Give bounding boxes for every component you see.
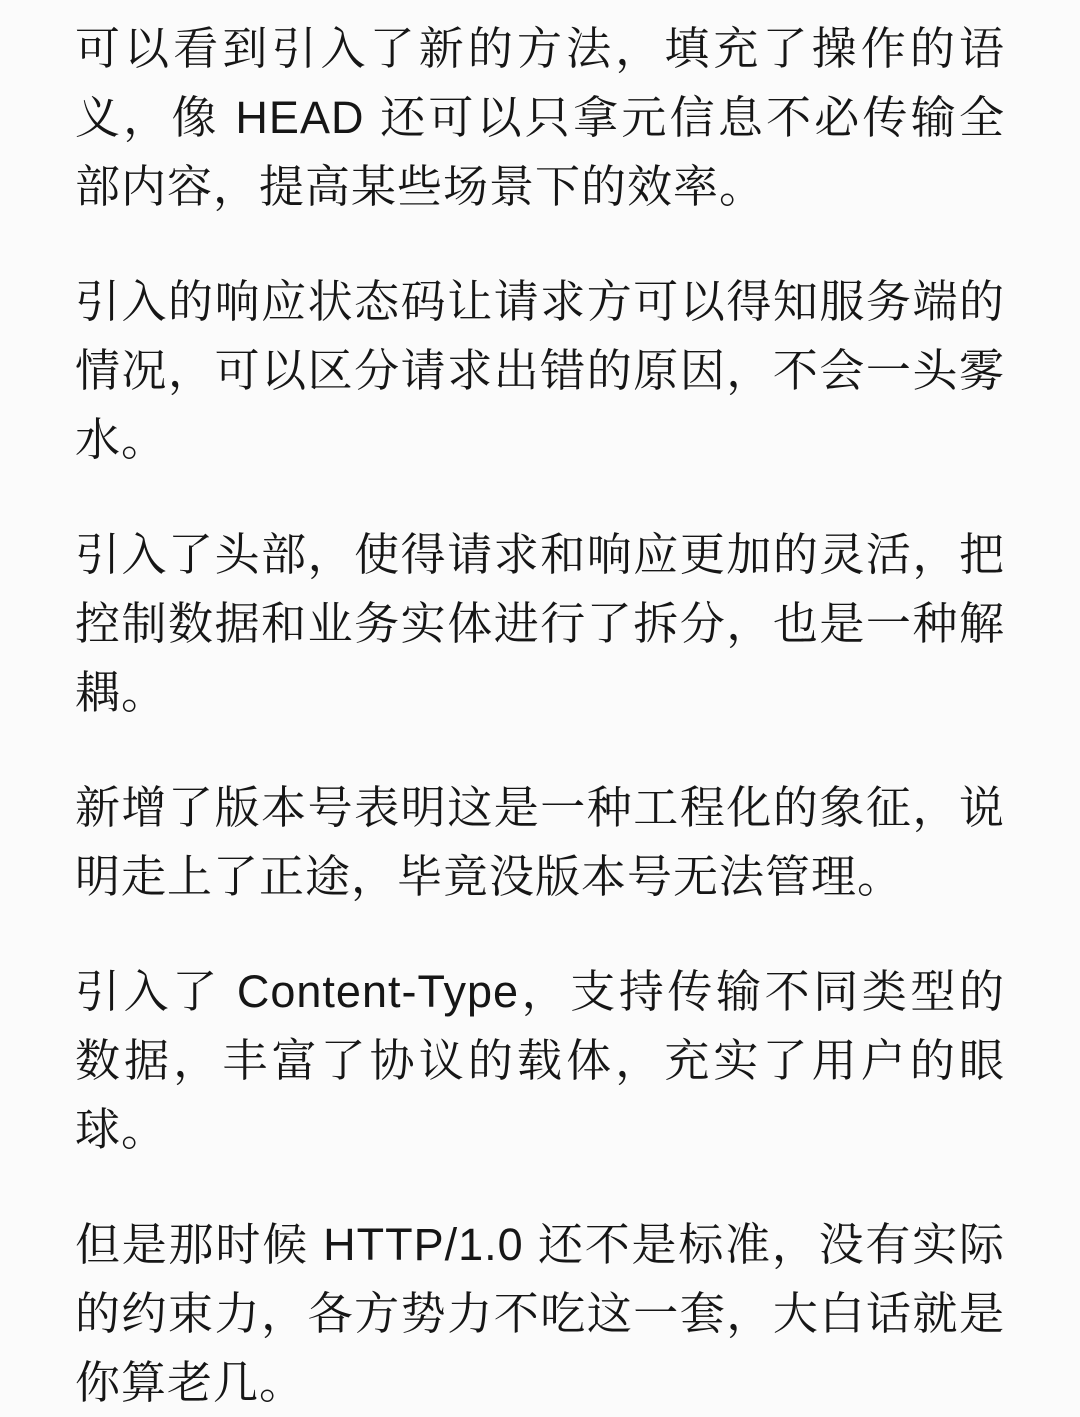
- paragraph-headers: 引入了头部，使得请求和响应更加的灵活，把控制数据和业务实体进行了拆分，也是一种解耦。: [75, 529, 1005, 718]
- paragraph-new-methods: 可以看到引入了新的方法，填充了操作的语义，像 HEAD 还可以只拿元信息不必传输全部内容，提高某些场景下的效率。: [75, 23, 1005, 212]
- paragraph-content-type: 引入了 Content-Type，支持传输不同类型的数据，丰富了协议的载体，充实了用户的眼球。: [75, 966, 1005, 1155]
- paragraph-version-number: 新增了版本号表明这是一种工程化的象征，说明走上了正途，毕竟没版本号无法管理。: [75, 782, 1005, 902]
- paragraph-status-codes: 引入的响应状态码让请求方可以得知服务端的情况，可以区分请求出错的原因，不会一头雾水。: [75, 276, 1005, 465]
- article-body: [75, 0, 1005, 1417]
- paragraph-http10-not-standard: 但是那时候 HTTP/1.0 还不是标准，没有实际的约束力，各方势力不吃这一套，大白话就是你算老几。: [75, 1219, 1005, 1408]
